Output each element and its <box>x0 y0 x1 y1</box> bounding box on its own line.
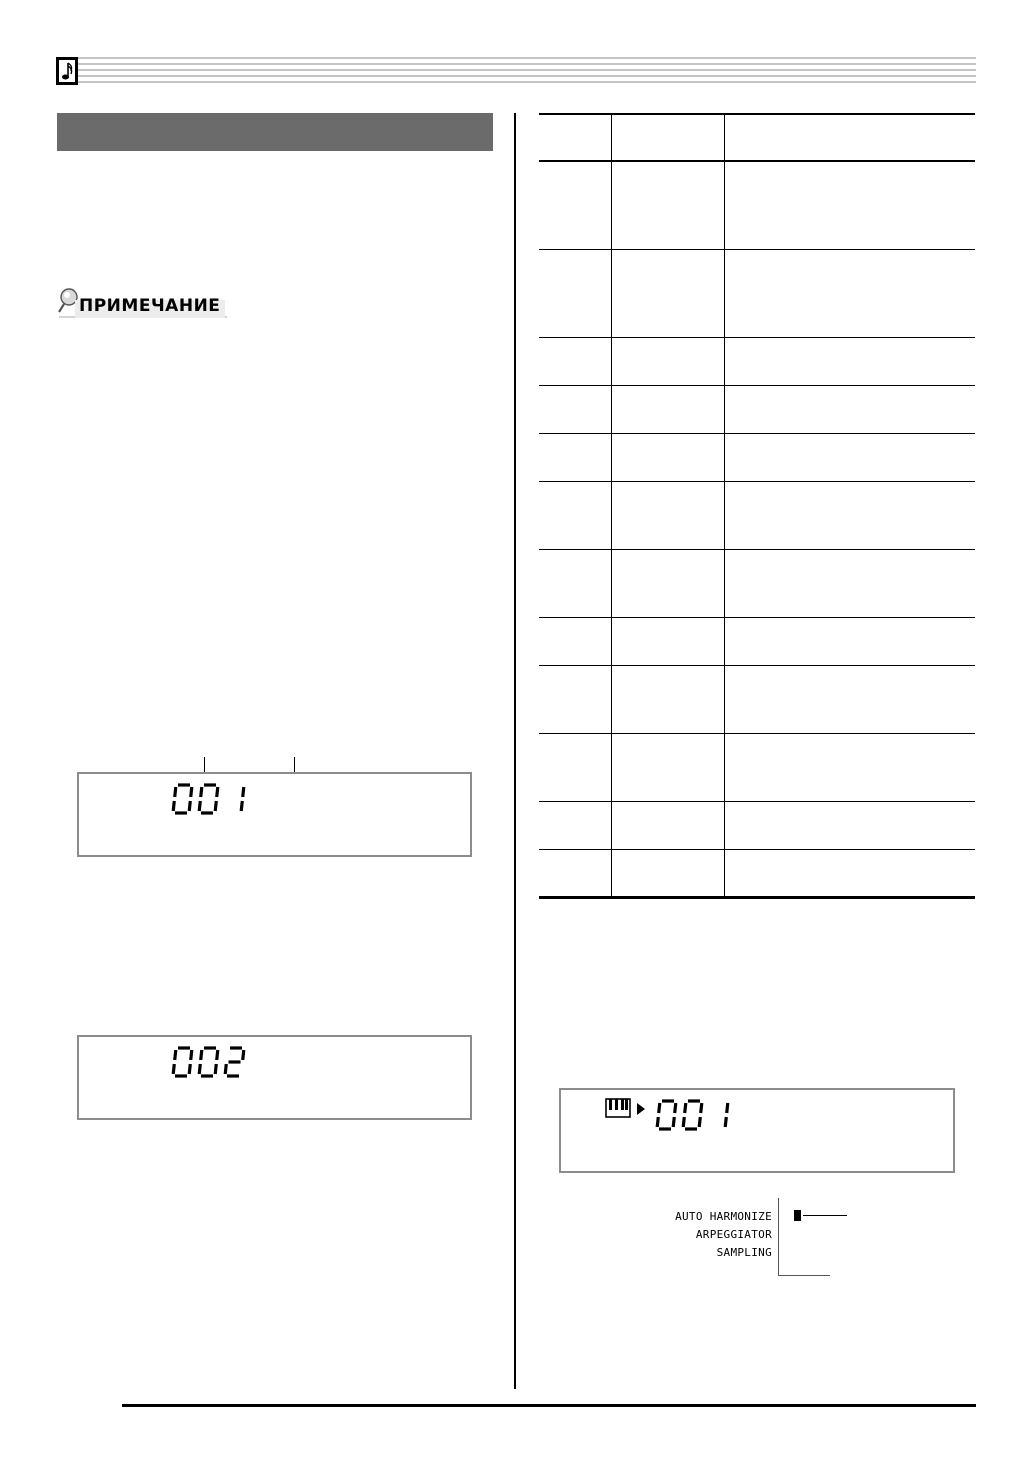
lcd-segment <box>699 1117 700 1127</box>
lcd-segment <box>727 1103 728 1113</box>
header-staff <box>56 55 976 87</box>
lcd-segment <box>675 1103 676 1113</box>
lcd-segment <box>241 801 242 811</box>
footer-rule <box>122 1404 976 1407</box>
play-arrow-icon <box>636 1102 646 1116</box>
lcd-number <box>653 1098 733 1134</box>
lcd-segment <box>657 1117 658 1127</box>
note-label-text: ПРИМЕЧАНИЕ <box>79 296 221 316</box>
parameter-table <box>539 113 975 899</box>
lcd-number <box>169 1045 249 1081</box>
pointer-line <box>803 1215 847 1216</box>
lcd-segment <box>199 1064 200 1074</box>
lcd-segment <box>225 1064 226 1074</box>
lcd-segment <box>215 801 216 811</box>
lcd-number <box>169 782 249 818</box>
lcd-segment <box>175 787 176 797</box>
column-divider <box>514 113 516 1389</box>
lcd-segment <box>673 1117 674 1127</box>
lcd-segment <box>243 1050 244 1060</box>
indicator-label: ARPEGGIATOR <box>695 1228 772 1241</box>
lcd-segment <box>191 1050 192 1060</box>
lcd-segment <box>173 1064 174 1074</box>
lcd-segment <box>173 801 174 811</box>
lcd-segment <box>685 1103 686 1113</box>
lcd-segment <box>659 1103 660 1113</box>
lcd-segment <box>725 1117 726 1127</box>
lcd-segment <box>701 1103 702 1113</box>
lcd-segment <box>683 1117 684 1127</box>
lcd-segment <box>243 787 244 797</box>
lcd-segment <box>201 1050 202 1060</box>
music-staff-icon <box>56 57 78 85</box>
lcd-segment <box>217 1050 218 1060</box>
lcd-segment <box>189 801 190 811</box>
lcd-segment <box>215 1064 216 1074</box>
keyboard-icon <box>605 1098 639 1124</box>
indicator-label: SAMPLING <box>716 1246 772 1259</box>
indicator-marker <box>794 1210 801 1221</box>
lcd-segment <box>191 787 192 797</box>
indicator-label: AUTO HARMONIZE <box>675 1210 772 1223</box>
lcd-display <box>77 1035 472 1120</box>
lcd-segment <box>201 787 202 797</box>
section-heading-bar <box>57 113 493 151</box>
lcd-segment <box>217 787 218 797</box>
lcd-segment <box>189 1064 190 1074</box>
lcd-segment <box>175 1050 176 1060</box>
lcd-display <box>77 772 472 857</box>
indicator-legend <box>640 1198 880 1278</box>
lcd-segment <box>199 801 200 811</box>
lcd-display <box>559 1088 955 1173</box>
note-label <box>57 286 229 320</box>
